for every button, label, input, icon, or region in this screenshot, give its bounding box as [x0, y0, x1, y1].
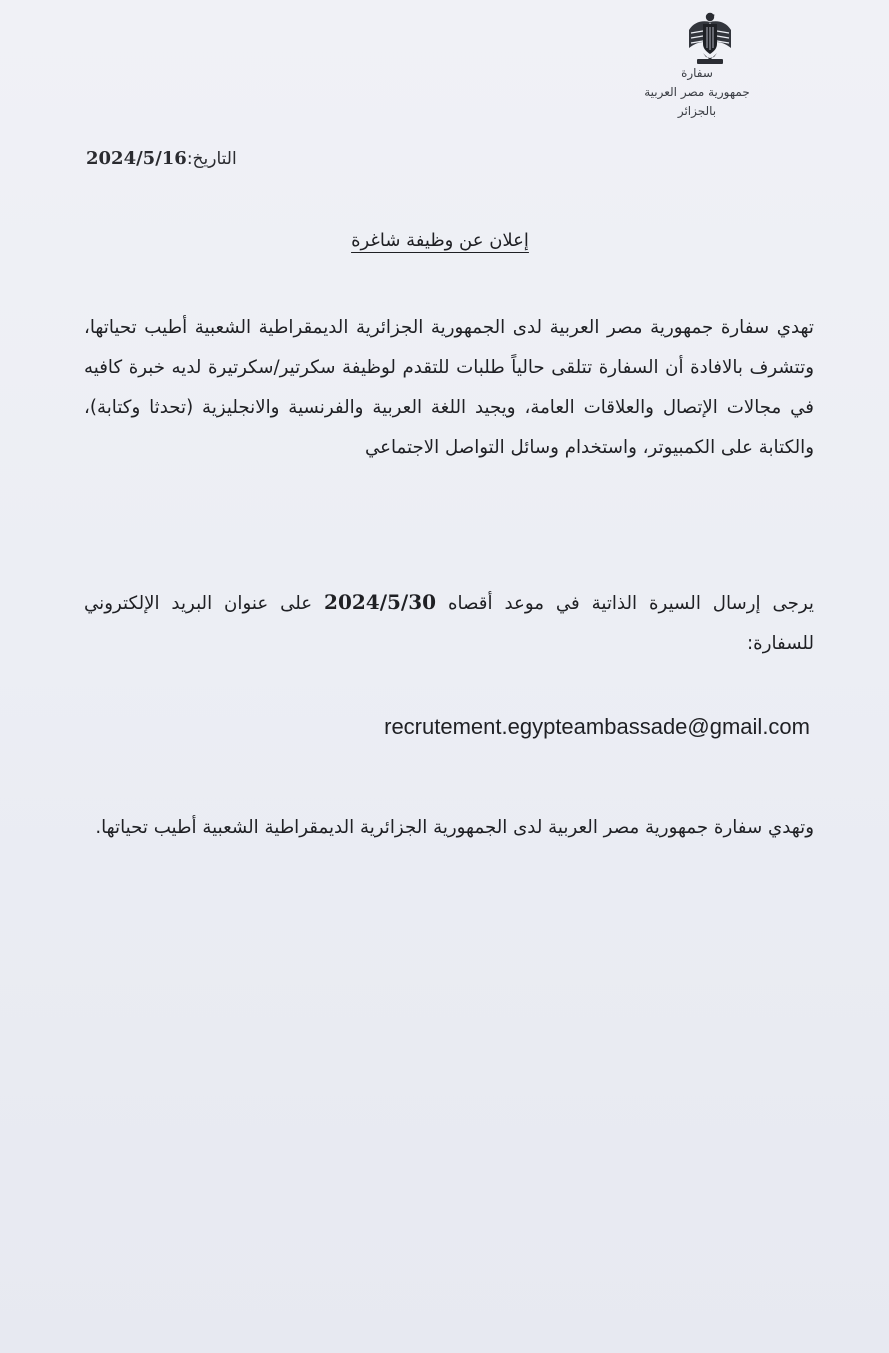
date-label: التاريخ:: [186, 149, 237, 169]
announcement-title: إعلان عن وظيفة شاغرة: [351, 230, 529, 251]
letter-date: [86, 148, 237, 169]
egypt-eagle-emblem-icon: [686, 8, 734, 66]
letterhead-line-country: جمهورية مصر العربية: [644, 85, 750, 99]
closing-courtesy: وتهدي سفارة جمهورية مصر العربية لدى الجمهورية الجزائرية الديمقراطية الشعبية أطيب تحياتها.: [95, 817, 814, 838]
application-email: recrutement.egypteambassade@gmail.com: [384, 714, 810, 739]
instructions-text-after: على عنوان البريد الإلكتروني للسفارة:: [84, 593, 814, 654]
date-value: 2024/5/16: [86, 148, 187, 169]
instructions-text-before: يرجى إرسال السيرة الذاتية في موعد أقصاه: [447, 593, 814, 614]
application-instructions: [84, 582, 814, 664]
letterhead-line-city: بالجزائر: [677, 104, 717, 118]
embassy-letterhead: [612, 64, 782, 121]
announcement-body: تهدي سفارة جمهورية مصر العربية لدى الجمهورية الجزائرية الديمقراطية الشعبية أطيب تحياتها، وتتشرف بالافادة أن السفارة تتلقى حالياً طلبات للتقدم لوظيفة سكرتير/سكرتيرة لديه خبرة كافيه في مجالات الإتصال والعلاقات العامة، ويجيد اللغة العربية والفرنسية والانجليزية (تحدثا وكتابة)، والكتابة على الكمبيوتر، واستخدام وسائل التواصل الاجتماعي: [84, 317, 814, 458]
letterhead-line-embassy: سفارة: [681, 66, 713, 80]
application-deadline: 2024/5/30: [324, 590, 437, 614]
